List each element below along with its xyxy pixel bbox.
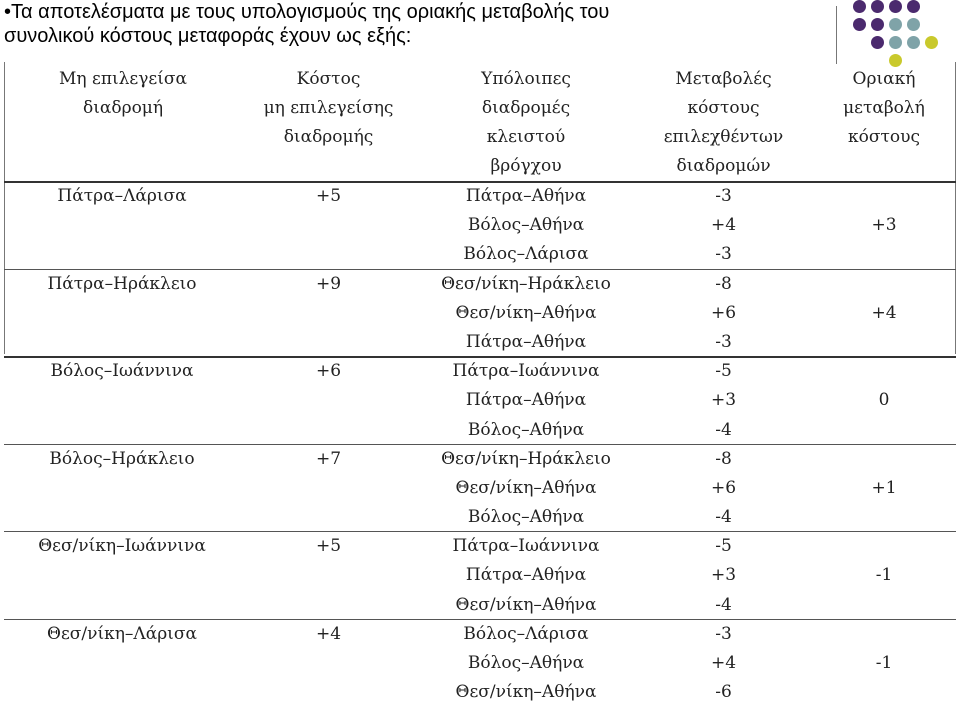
cost-change-cell: +3 bbox=[710, 565, 737, 586]
column-header-line: κλειστού bbox=[486, 127, 566, 147]
loop-route-cell: Πάτρα–Αθήνα bbox=[465, 331, 587, 352]
cost-cell bbox=[240, 503, 417, 532]
marginal-cell bbox=[812, 445, 956, 474]
loop-route-cell: Βόλος–Αθήνα bbox=[467, 507, 585, 528]
table-row bbox=[4, 328, 956, 357]
column-header-line: διαδρομή bbox=[82, 98, 164, 118]
decorative-dot bbox=[925, 36, 938, 49]
cost-change-cell: -8 bbox=[715, 273, 732, 294]
decorative-dot bbox=[853, 0, 866, 13]
cost-cell: +9 bbox=[315, 273, 342, 294]
decorative-dot bbox=[871, 36, 884, 49]
table-row bbox=[4, 299, 956, 328]
marginal-cell bbox=[812, 503, 956, 532]
table-row bbox=[4, 474, 956, 503]
marginal-cell bbox=[812, 620, 956, 649]
loop-route-cell: Θεσ/νίκη–Ηράκλειο bbox=[441, 273, 611, 294]
decorative-dot bbox=[853, 18, 866, 31]
table-row bbox=[4, 591, 956, 620]
cost-change-cell: -5 bbox=[715, 536, 732, 557]
table-border-right bbox=[955, 62, 956, 354]
column-header bbox=[812, 62, 956, 182]
cost-cell bbox=[240, 561, 417, 590]
table-header-row bbox=[4, 62, 956, 182]
decorative-dot bbox=[889, 18, 902, 31]
route-cell bbox=[4, 591, 240, 620]
group-rule bbox=[4, 619, 956, 620]
cost-change-cell: -3 bbox=[715, 331, 732, 352]
marginal-cell bbox=[812, 328, 956, 357]
table-row bbox=[4, 678, 956, 707]
marginal-cell bbox=[812, 416, 956, 445]
route-cell: Βόλος–Ιωάννινα bbox=[50, 361, 194, 382]
cost-cell: +6 bbox=[315, 361, 342, 382]
column-header-line: Οριακή bbox=[852, 69, 916, 89]
table-row bbox=[4, 386, 956, 415]
route-cell: Θεσ/νίκη–Ιωάννινα bbox=[38, 536, 206, 557]
marginal-cell bbox=[812, 678, 956, 707]
route-cell bbox=[4, 474, 240, 503]
group-rule bbox=[4, 531, 956, 532]
marginal-cell: -1 bbox=[875, 565, 893, 586]
loop-route-cell: Πάτρα–Ιωάννινα bbox=[452, 361, 600, 382]
route-cell: Βόλος–Ηράκλειο bbox=[49, 448, 195, 469]
loop-route-cell: Πάτρα–Αθήνα bbox=[465, 565, 587, 586]
decorative-dots bbox=[853, 5, 943, 60]
marginal-cell: +4 bbox=[871, 302, 897, 323]
group-rule bbox=[4, 444, 956, 445]
loop-route-cell: Πάτρα–Ιωάννινα bbox=[452, 536, 600, 557]
loop-route-cell: Θεσ/νίκη–Ηράκλειο bbox=[441, 448, 611, 469]
cost-cell: +4 bbox=[315, 623, 342, 644]
marginal-cell bbox=[812, 240, 956, 269]
cost-cell: +5 bbox=[315, 536, 342, 557]
route-cell bbox=[4, 386, 240, 415]
cost-cell bbox=[240, 591, 417, 620]
column-header-line: Μεταβολές bbox=[675, 69, 772, 89]
marginal-cell bbox=[812, 591, 956, 620]
column-header-line: διαδρομών bbox=[676, 156, 771, 176]
loop-route-cell: Βόλος–Λάρισα bbox=[463, 623, 589, 644]
cost-change-cell: +3 bbox=[710, 390, 737, 411]
cost-cell: +5 bbox=[315, 186, 342, 206]
column-header bbox=[240, 62, 417, 182]
column-header-line: Κόστος bbox=[296, 69, 361, 89]
column-header-line: βρόγχου bbox=[490, 156, 562, 176]
cost-cell bbox=[240, 678, 417, 707]
cost-change-cell: -3 bbox=[715, 244, 732, 265]
table-row bbox=[4, 620, 956, 649]
table-row bbox=[4, 532, 956, 561]
loop-route-cell: Βόλος–Αθήνα bbox=[467, 653, 585, 673]
table-row bbox=[4, 445, 956, 474]
table-row bbox=[4, 182, 956, 211]
cost-change-cell: +6 bbox=[710, 302, 737, 323]
column-header-line: Υπόλοιπες bbox=[481, 69, 571, 89]
title-line-2: συνολικού κόστους μεταφοράς έχουν ως εξής: bbox=[4, 25, 412, 47]
cost-change-cell: -3 bbox=[715, 186, 732, 206]
decorative-divider bbox=[836, 6, 837, 64]
cost-cell bbox=[240, 211, 417, 240]
column-header-line: κόστους bbox=[687, 98, 760, 118]
table-row bbox=[4, 649, 956, 678]
decorative-dot bbox=[907, 0, 920, 13]
column-header-line: κόστους bbox=[848, 127, 920, 147]
title-line-1: •Τα αποτελέσματα με τους υπολογισμούς της οριακής μεταβολής του bbox=[4, 1, 610, 23]
marginal-cell: -1 bbox=[875, 653, 893, 673]
loop-route-cell: Θεσ/νίκη–Αθήνα bbox=[455, 594, 597, 615]
cost-change-cell: -5 bbox=[715, 361, 732, 382]
cost-cell: +7 bbox=[315, 448, 342, 469]
loop-route-cell: Θεσ/νίκη–Αθήνα bbox=[455, 477, 597, 498]
cost-change-cell: -4 bbox=[715, 419, 732, 440]
route-cell bbox=[4, 649, 240, 678]
column-header-line: μεταβολή bbox=[843, 98, 925, 118]
loop-route-cell: Πάτρα–Αθήνα bbox=[465, 186, 587, 206]
route-cell bbox=[4, 240, 240, 269]
cost-cell bbox=[240, 328, 417, 357]
loop-route-cell: Βόλος–Λάρισα bbox=[463, 244, 589, 265]
slide-title bbox=[4, 0, 804, 48]
cost-cell bbox=[240, 416, 417, 445]
marginal-cell bbox=[812, 270, 956, 299]
cost-change-cell: -6 bbox=[715, 682, 732, 703]
column-header-line: διαδρομής bbox=[283, 127, 374, 147]
column-header-line: διαδρομές bbox=[481, 98, 571, 118]
loop-route-cell: Βόλος–Αθήνα bbox=[467, 215, 585, 236]
column-header-line: Μη επιλεγείσα bbox=[59, 69, 187, 89]
decorative-dot bbox=[871, 0, 884, 13]
loop-route-cell: Θεσ/νίκη–Αθήνα bbox=[455, 682, 597, 703]
column-header bbox=[635, 62, 812, 182]
route-cell bbox=[4, 211, 240, 240]
route-cell bbox=[4, 416, 240, 445]
marginal-cell bbox=[812, 182, 956, 211]
route-cell bbox=[4, 328, 240, 357]
cost-change-cell: +4 bbox=[710, 215, 737, 236]
column-header bbox=[417, 62, 635, 182]
cost-cell bbox=[240, 386, 417, 415]
decorative-dot bbox=[889, 0, 902, 13]
table-row bbox=[4, 561, 956, 590]
marginal-cell bbox=[812, 532, 956, 561]
route-cell bbox=[4, 503, 240, 532]
marginal-cell bbox=[812, 357, 956, 386]
cost-change-cell: -8 bbox=[715, 448, 732, 469]
group-rule bbox=[4, 356, 956, 358]
decorative-dot bbox=[871, 18, 884, 31]
column-header-line: μη επιλεγείσης bbox=[263, 98, 394, 118]
table-row bbox=[4, 416, 956, 445]
column-header bbox=[4, 62, 240, 182]
cost-change-cell: +6 bbox=[710, 477, 737, 498]
cost-cell bbox=[240, 649, 417, 678]
marginal-cell: +1 bbox=[871, 477, 897, 498]
cost-cell bbox=[240, 240, 417, 269]
route-cell: Πάτρα–Ηράκλειο bbox=[47, 273, 197, 294]
table-row bbox=[4, 211, 956, 240]
header-rule bbox=[4, 181, 956, 183]
cost-change-cell: +4 bbox=[710, 653, 737, 673]
column-header-line: επιλεχθέντων bbox=[663, 127, 784, 147]
marginal-cell: +3 bbox=[871, 215, 897, 236]
loop-route-cell: Πάτρα–Αθήνα bbox=[465, 390, 587, 411]
table-row bbox=[4, 240, 956, 269]
loop-route-cell: Θεσ/νίκη–Αθήνα bbox=[455, 302, 597, 323]
cost-change-cell: -3 bbox=[715, 623, 732, 644]
marginal-cost-table bbox=[4, 62, 956, 708]
decorative-dot bbox=[907, 36, 920, 49]
table-row bbox=[4, 270, 956, 299]
table-border-left bbox=[4, 62, 5, 354]
route-cell: Θεσ/νίκη–Λάρισα bbox=[47, 623, 197, 644]
route-cell: Πάτρα–Λάρισα bbox=[57, 186, 187, 206]
group-rule bbox=[4, 269, 956, 270]
cost-cell bbox=[240, 474, 417, 503]
marginal-cell: 0 bbox=[878, 390, 890, 411]
cost-change-cell: -4 bbox=[715, 594, 732, 615]
table-row bbox=[4, 503, 956, 532]
loop-route-cell: Βόλος–Αθήνα bbox=[467, 419, 585, 440]
cost-cell bbox=[240, 299, 417, 328]
cost-change-cell: -4 bbox=[715, 507, 732, 528]
decorative-dot bbox=[907, 18, 920, 31]
route-cell bbox=[4, 299, 240, 328]
route-cell bbox=[4, 561, 240, 590]
decorative-dot bbox=[889, 36, 902, 49]
table-row bbox=[4, 357, 956, 386]
route-cell bbox=[4, 678, 240, 707]
